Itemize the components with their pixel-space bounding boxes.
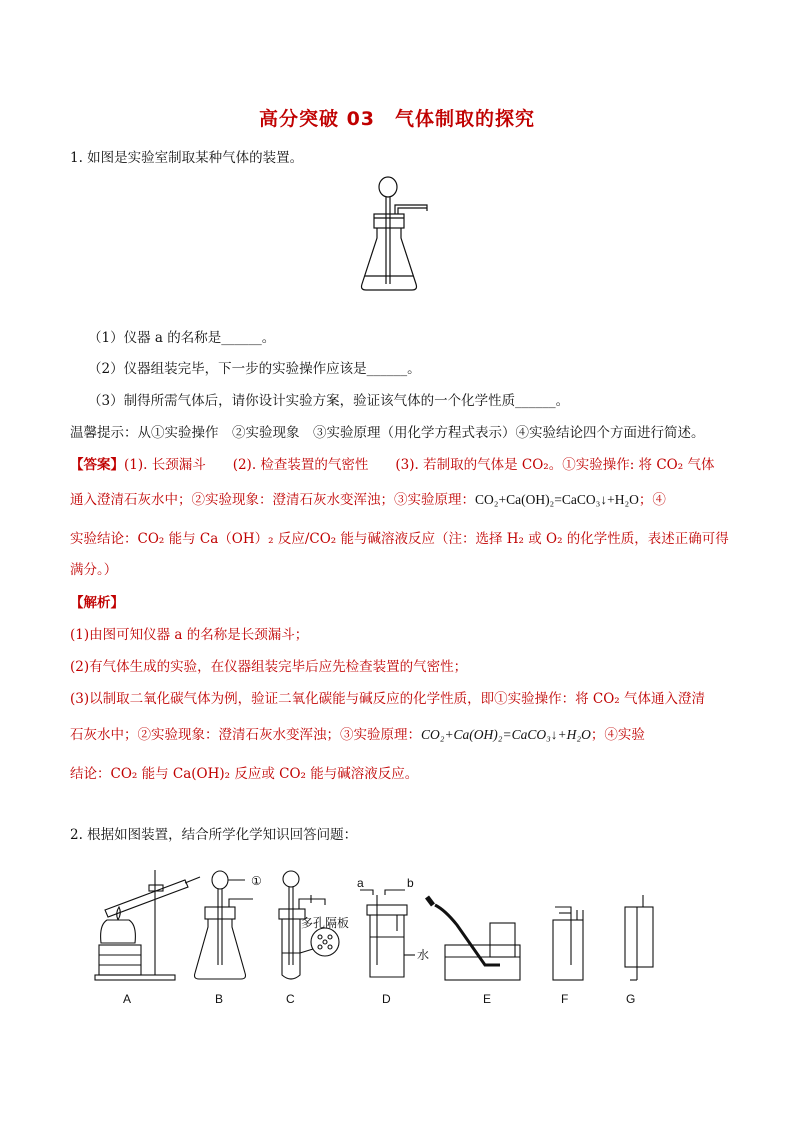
q1-sub2: （2）仪器组装完毕，下一步的实验操作应该是______。 — [88, 361, 421, 377]
label-water: 水 — [417, 948, 430, 962]
q2-apparatus-figure — [85, 865, 665, 1015]
analysis-line-2: (2)有气体生成的实验，在仪器组装完毕后应先检查装置的气密性； — [70, 659, 468, 675]
answer-line-2-end: ；④ — [638, 492, 666, 508]
q1-sub1: （1）仪器 a 的名称是______。 — [88, 330, 276, 346]
answer-equation: CO₂+Ca(OH)₂=CaCO₃↓+H₂O — [475, 492, 639, 507]
q2-stem: 2. 根据如图装置，结合所学化学知识回答问题： — [70, 827, 358, 843]
label-A: A — [123, 992, 132, 1006]
label-G: G — [626, 992, 636, 1006]
label-b: b — [407, 876, 414, 890]
q1-tip: 温馨提示：从①实验操作 ②实验现象 ③实验原理（用化学方程式表示）④实验结论四个方面进行简述。 — [70, 425, 705, 441]
analysis-line-3: (3)以制取二氧化碳气体为例，验证二氧化碳能与碱反应的化学性质，即①实验操作：将 CO₂ 气体通入澄清 — [70, 691, 706, 707]
apparatus-b — [195, 871, 254, 979]
q1-apparatus-figure — [355, 172, 445, 307]
answer-line-3: 实验结论：CO₂ 能与 Ca（OH）₂ 反应/CO₂ 能与碱溶液反应（注：选择 H₂ 或 O₂ 的化学性质，表述正确可得 — [70, 531, 729, 547]
label-D: D — [382, 992, 391, 1006]
analysis-line-4: 石灰水中；②实验现象：澄清石灰水变浑浊；③实验原理： — [70, 727, 421, 743]
answer-tag: 【答案】 — [70, 457, 124, 473]
analysis-equation: CO₂+Ca(OH)₂=CaCO₃↓+H₂O — [421, 727, 591, 742]
analysis-tag: 【解析】 — [70, 595, 124, 611]
analysis-line-4-end: ；④实验 — [590, 727, 645, 743]
answer-line-2: 通入澄清石灰水中；②实验现象：澄清石灰水变浑浊；③实验原理： — [70, 492, 475, 508]
label-B: B — [215, 992, 224, 1006]
label-C: C — [286, 992, 295, 1006]
analysis-line-1: (1)由图可知仪器 a 的名称是长颈漏斗； — [70, 627, 309, 643]
label-a: a — [357, 876, 364, 890]
label-E: E — [483, 992, 492, 1006]
answer-line-4: 满分。） — [70, 562, 118, 578]
apparatus-g — [625, 895, 653, 980]
label-mark-1: ① — [251, 874, 262, 888]
label-F: F — [561, 992, 569, 1006]
apparatus-f — [553, 907, 583, 980]
q1-sub3: （3）制得所需气体后，请你设计实验方案，验证该气体的一个化学性质______。 — [88, 393, 570, 409]
answer-line-1: (1). 长颈漏斗 (2). 检查装置的气密性 (3). 若制取的气体是 CO₂。①实验操作: 将 CO₂ 气体 — [124, 457, 715, 473]
apparatus-a — [95, 870, 200, 980]
page-title: 高分突破 03 气体制取的探究 — [258, 108, 536, 130]
apparatus-d — [360, 890, 415, 977]
analysis-line-5: 结论：CO₂ 能与 Ca(OH)₂ 反应或 CO₂ 能与碱溶液反应。 — [70, 766, 419, 782]
label-porous-plate: 多孔隔板 — [301, 916, 350, 930]
q1-stem: 1. 如图是实验室制取某种气体的装置。 — [70, 150, 304, 166]
apparatus-e — [427, 897, 520, 980]
